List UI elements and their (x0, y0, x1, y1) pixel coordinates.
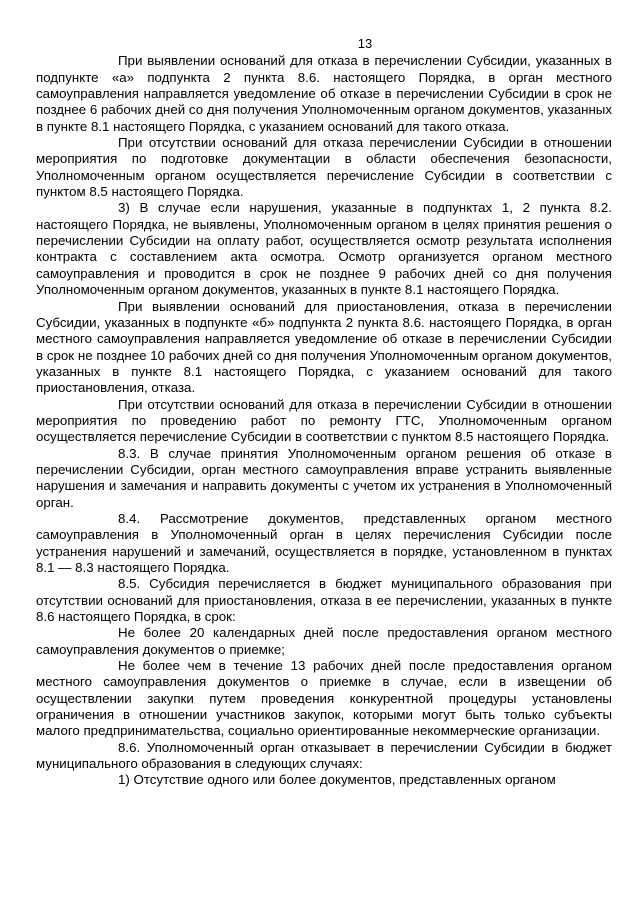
paragraph: При выявлении оснований для отказа в перечислении Субсидии, указанных в подпункте «а» подпункта 2 пункта 8.6. настоящего Порядка, в орган местного самоуправления направляется уведомление об отказе в перечислении Субсидии в срок не позднее 6 рабочих дней со дня получения Уполномоченным органом документов, указанных в пункте 8.1 настоящего Порядка, с указанием оснований для такого отказа. (36, 53, 612, 134)
paragraph: 3) В случае если нарушения, указанные в подпунктах 1, 2 пункта 8.2. настоящего Порядка, не выявлены, Уполномоченным органом в целях принятия решения о перечислении Субсидии на оплату работ, осуществляется осмотр результата исполнения контракта с составлением акта осмотра. Осмотр организуется органом местного самоуправления и проводится в срок не позднее 9 рабочих дней со дня получения Уполномоченным органом документов, указанных в пункте 8.1 настоящего Порядка. (36, 200, 612, 298)
paragraph: При отсутствии оснований для отказа в перечислении Субсидии в отношении мероприятия по проведению работ по ремонту ГТС, Уполномоченным органом осуществляется перечисление Субсидии в соответствии с пунктом 8.5 настоящего Порядка. (36, 396, 612, 445)
paragraph: 8.6. Уполномоченный орган отказывает в перечислении Субсидии в бюджет муниципального образования в следующих случаях: (36, 739, 612, 772)
paragraph: 8.5. Субсидия перечисляется в бюджет муниципального образования при отсутствии оснований для приостановления, отказа в ее перечислении, указанных в пункте 8.6 настоящего Порядка, в срок: (36, 576, 612, 625)
page-number: 13 (357, 36, 373, 51)
paragraph: Не более 20 календарных дней после предоставления органом местного самоуправления документов о приемке; (36, 625, 612, 657)
paragraph: Не более чем в течение 13 рабочих дней после предоставления органом местного самоуправления документов о приемке в случае, если в извещении об осуществлении закупки путем проведения конкурентной процедуры установлены ограничения в отношении участников закупок, которыми могут быть только субъекты малого предпринимательства, социально ориентированные некоммерческие организации. (36, 658, 612, 739)
document-body (36, 53, 612, 788)
paragraph: 8.3. В случае принятия Уполномоченным органом решения об отказе в перечислении Субсидии, орган местного самоуправления вправе устранить выявленные нарушения и замечания и направить документы с учетом их устранения в Уполномоченный орган. (36, 445, 612, 510)
paragraph: При выявлении оснований для приостановления, отказа в перечислении Субсидии, указанных в подпункте «б» подпункта 2 пункта 8.6. настоящего Порядка, в орган местного самоуправления направляется уведомление об отказе в перечислении Субсидии в срок не позднее 10 рабочих дней со дня получения Уполномоченным органом документов, указанных в пункте 8.1 настоящего Порядка, с указанием оснований для такого приостановления, отказа. (36, 298, 612, 396)
paragraph: 8.4. Рассмотрение документов, представленных органом местного самоуправления в Уполномоченный орган в целях перечисления Субсидии после устранения нарушений и замечаний, осуществляется в порядке, установленном в пунктах 8.1 — 8.3 настоящего Порядка. (36, 510, 612, 575)
paragraph: 1) Отсутствие одного или более документов, представленных органом (118, 772, 556, 788)
paragraph: При отсутствии оснований для отказа перечислении Субсидии в отношении мероприятия по подготовке документации в области обеспечения безопасности, Уполномоченным органом осуществляется перечисление Субсидии в соответствии с пунктом 8.5 настоящего Порядка. (36, 135, 612, 200)
